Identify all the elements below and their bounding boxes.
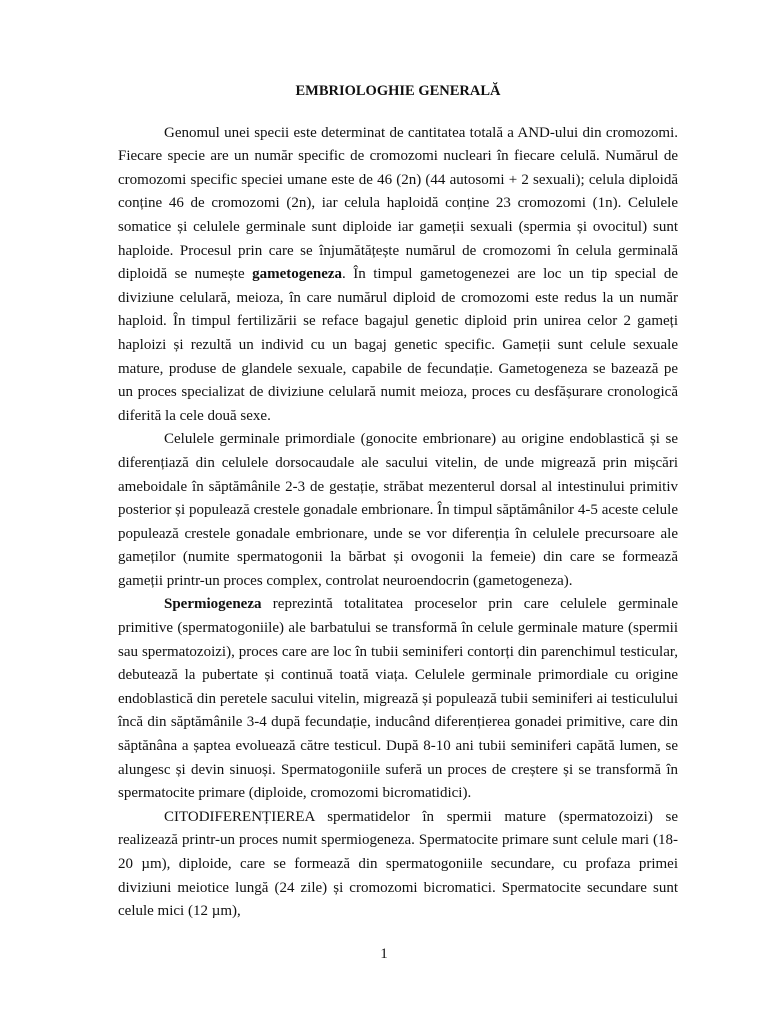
term-spermiogeneza: Spermiogeneza — [164, 596, 262, 613]
paragraph-spermiogeneza — [118, 593, 678, 805]
paragraph-genome — [118, 122, 678, 429]
paragraph-text: Genomul unei specii este determinat de cantitatea totală a AND-ului din cromozomi. Fiecare specie are un număr specific de cromozomi nucleari în fiecare celulă. Numărul de cromozomi specific speciei umane este de 46 (2n) (44 autosomi + 2 sexuali); celula diploidă conține 46 de cromozomi (2n), iar celula haploidă conține 23 cromozomi (1n). Celulele somatice și celulele germinale sunt diploide iar gameții sexuali (spermia și ovocitul) sunt haploide. Procesul prin care se înjumătățește numărul de cromozomi în celula germinală diploidă se numește — [118, 124, 678, 283]
paragraph-citodiferentierea — [118, 806, 678, 924]
paragraph-text: . În timpul gametogenezei are loc un tip special de diviziune celulară, meioza, în care numărul diploid de cromozomi este redus la un număr haploid. În timpul fertilizării se reface bagajul genetic diploid prin unirea celor 2 gameți haploizi și rezultă un individ cu un bagaj genetic specific. Gameții sunt celule sexuale mature, produse de glandele sexuale, capabile de fecundație. Gametogeneza se bazează pe un proces specializat de diviziune celulară numit meioza, proces cu desfășurare cronologică diferită la cele două sexe. — [118, 266, 678, 424]
paragraph-text: Celulele germinale primordiale (gonocite embrionare) au origine endoblastică și se diferențiază din celulele dorsocaudale ale sacului vitelin, de unde migrează prin mișcări ameboidale în săptămânile 2-3 de gestație, străbat mezenterul dorsal al intestinului primitiv posterior și populează crestele gonadale embrionare. În timpul săptămânilor 4-5 aceste celule populează crestele gonadale embrionare, unde se vor diferenția în celulele precursoare ale gameților (numite spermatogonii la bărbat și ovogonii la femeie) din care se formează gameții printr-un proces complex, controlat neuroendocrin (gametogeneza). — [118, 431, 678, 589]
paragraph-text: CITODIFERENȚIEREA spermatidelor în spermii mature (spermatozoizi) se realizează printr-un proces numit spermiogeneza. Spermatocite primare sunt celule mari (18-20 µm), diploide, care se formează din spermatogoniile secundare, cu profaza primei diviziuni meiotice lungă (24 zile) și cromozomi bicromatici. Spermatocite secundare sunt celule mici (12 µm), — [118, 808, 678, 920]
document-page — [118, 80, 678, 924]
paragraph-text: reprezintă totalitatea proceselor prin care celulele germinale primitive (spermatogoniile) ale barbatului se transformă în celule germinale mature (spermii sau spermatozoizi), proces care are loc în tubii seminiferi contorți din parenchimul testicular, debutează la pubertate și continuă toată viața. Celulele germinale primordiale cu origine endoblastică din peretele sacului vitelin, migrează și populează tubii seminiferi ai testiculului încă din săptămânile 3-4 după fecundație, inducând diferențierea gonadei primitive, care din săptănâna a șaptea evoluează către testicul. După 8-10 ani tubii seminiferi capătă lumen, se alungesc și devin sinuoși. Spermatogoniile suferă un proces de creștere și se transformă în spermatocite primare (diploide, cromozomi bicromatidici). — [118, 596, 678, 802]
page-number: 1 — [380, 946, 388, 962]
paragraph-germ-cells — [118, 428, 678, 593]
document-title: EMBRIOLOGHIE GENERALĂ — [295, 83, 501, 99]
term-gametogeneza: gametogeneza — [252, 266, 343, 283]
